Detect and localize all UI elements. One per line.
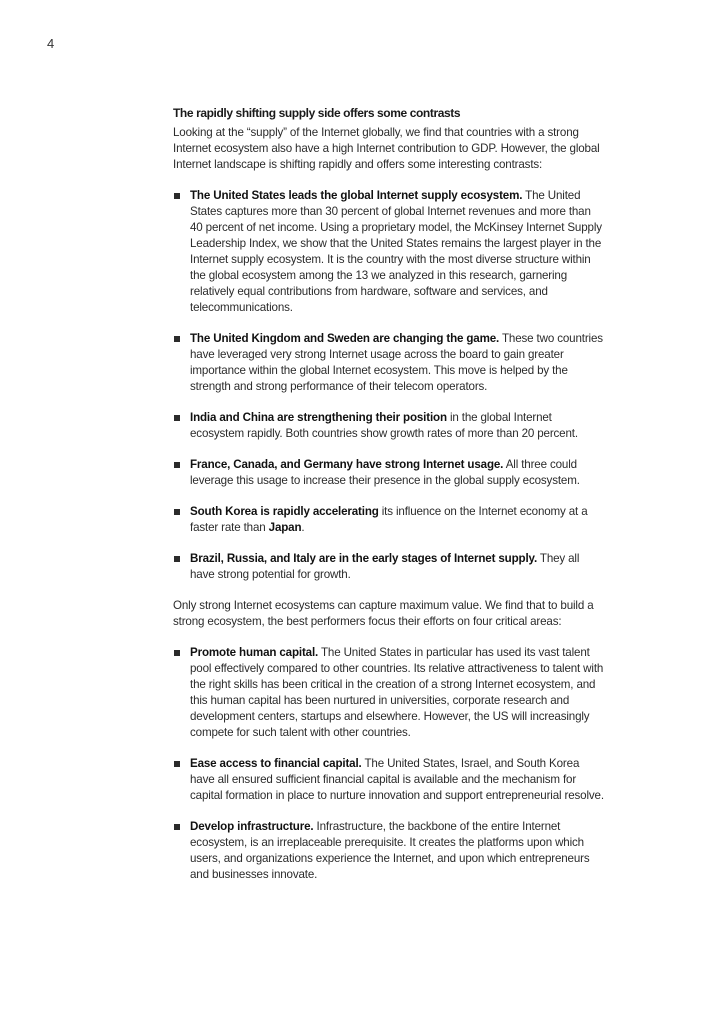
bullet-lead: France, Canada, and Germany have strong Internet usage. (190, 458, 504, 471)
square-bullet-icon (174, 193, 180, 199)
critical-areas-list (173, 645, 605, 883)
square-bullet-icon (174, 824, 180, 830)
bullet-body: The United States captures more than 30 percent of global Internet revenues and more than 40 percent of net income. Using a proprietary model, the McKinsey Internet Supply Leadership Index, we show that the United States remains the largest player in the Internet supply ecosystem. It is the country with the most diverse structure within the global ecosystem among the 13 we analyzed in this research, garnering relatively equal contributions from hardware, software and services, and telecommunications. (190, 189, 602, 314)
bullet-lead: India and China are strengthening their position (190, 411, 447, 424)
bullet-lead: The United States leads the global Internet supply ecosystem. (190, 189, 523, 202)
bullet-lead: Promote human capital. (190, 646, 319, 659)
ecosystem-paragraph: Only strong Internet ecosystems can capture maximum value. We find that to build a strong ecosystem, the best performers focus their efforts on four critical areas: (173, 599, 594, 628)
square-bullet-icon (174, 336, 180, 342)
bullet-body: These two countries have leveraged very strong Internet usage across the board to gain greater importance within the global Internet ecosystem. This move is helped by the strength and strong performance of their telecom operators. (190, 332, 603, 393)
square-bullet-icon (174, 650, 180, 656)
square-bullet-icon (174, 415, 180, 421)
bullet-body: in the global Internet ecosystem rapidly. Both countries show growth rates of more than 20 percent. (190, 411, 578, 440)
bullet-body: its influence on the Internet economy at a faster rate than (190, 505, 588, 534)
bullet-body: They all have strong potential for growth. (190, 552, 580, 581)
bullet-tail-bold: Japan (268, 521, 302, 534)
bullet-lead: The United Kingdom and Sweden are changing the game. (190, 332, 500, 345)
section-heading: The rapidly shifting supply side offers some contrasts (173, 106, 461, 120)
bullet-body: The United States in particular has used its vast talent pool effectively compared to other countries. Its relative attractiveness to talent with the right skills has been critical in the creation of a strong Internet ecosystem, and this human capital has been nurtured in universities, corporate research and development centers, startups and elsewhere. However, the US will increasingly compete for such talent with other countries. (190, 646, 604, 739)
list-item (173, 819, 605, 883)
bullet-lead: Brazil, Russia, and Italy are in the early stages of Internet supply. (190, 552, 538, 565)
bullet-body: Infrastructure, the backbone of the entire Internet ecosystem, is an irreplaceable prerequisite. It creates the platforms upon which users, and organizations experience the Internet, and upon which entrepreneurs and businesses innovate. (190, 820, 590, 881)
list-item (173, 551, 605, 583)
list-item (173, 756, 605, 804)
list-item (173, 504, 605, 536)
bullet-lead: Develop infrastructure. (190, 820, 314, 833)
square-bullet-icon (174, 761, 180, 767)
list-item (173, 645, 605, 741)
square-bullet-icon (174, 556, 180, 562)
bullet-tail: . (301, 521, 305, 534)
page-content (173, 105, 605, 898)
bullet-lead: South Korea is rapidly accelerating (190, 505, 379, 518)
contrasts-list (173, 188, 605, 583)
square-bullet-icon (174, 462, 180, 468)
square-bullet-icon (174, 509, 180, 515)
page-number: 4 (47, 36, 55, 51)
intro-paragraph: Looking at the “supply” of the Internet globally, we find that countries with a strong Internet ecosystem also have a high Internet contribution to GDP. However, the global Internet landscape is shifting rapidly and offers some interesting contrasts: (173, 126, 600, 171)
bullet-body: The United States, Israel, and South Korea have all ensured sufficient financial capital is available and the mechanism for capital formation in place to nurture innovation and support entrepreneurial resolve. (190, 757, 604, 802)
list-item (173, 331, 605, 395)
list-item (173, 410, 605, 442)
bullet-lead: Ease access to financial capital. (190, 757, 362, 770)
list-item (173, 457, 605, 489)
bullet-body: All three could leverage this usage to increase their presence in the global supply ecosystem. (190, 458, 580, 487)
list-item (173, 188, 605, 316)
